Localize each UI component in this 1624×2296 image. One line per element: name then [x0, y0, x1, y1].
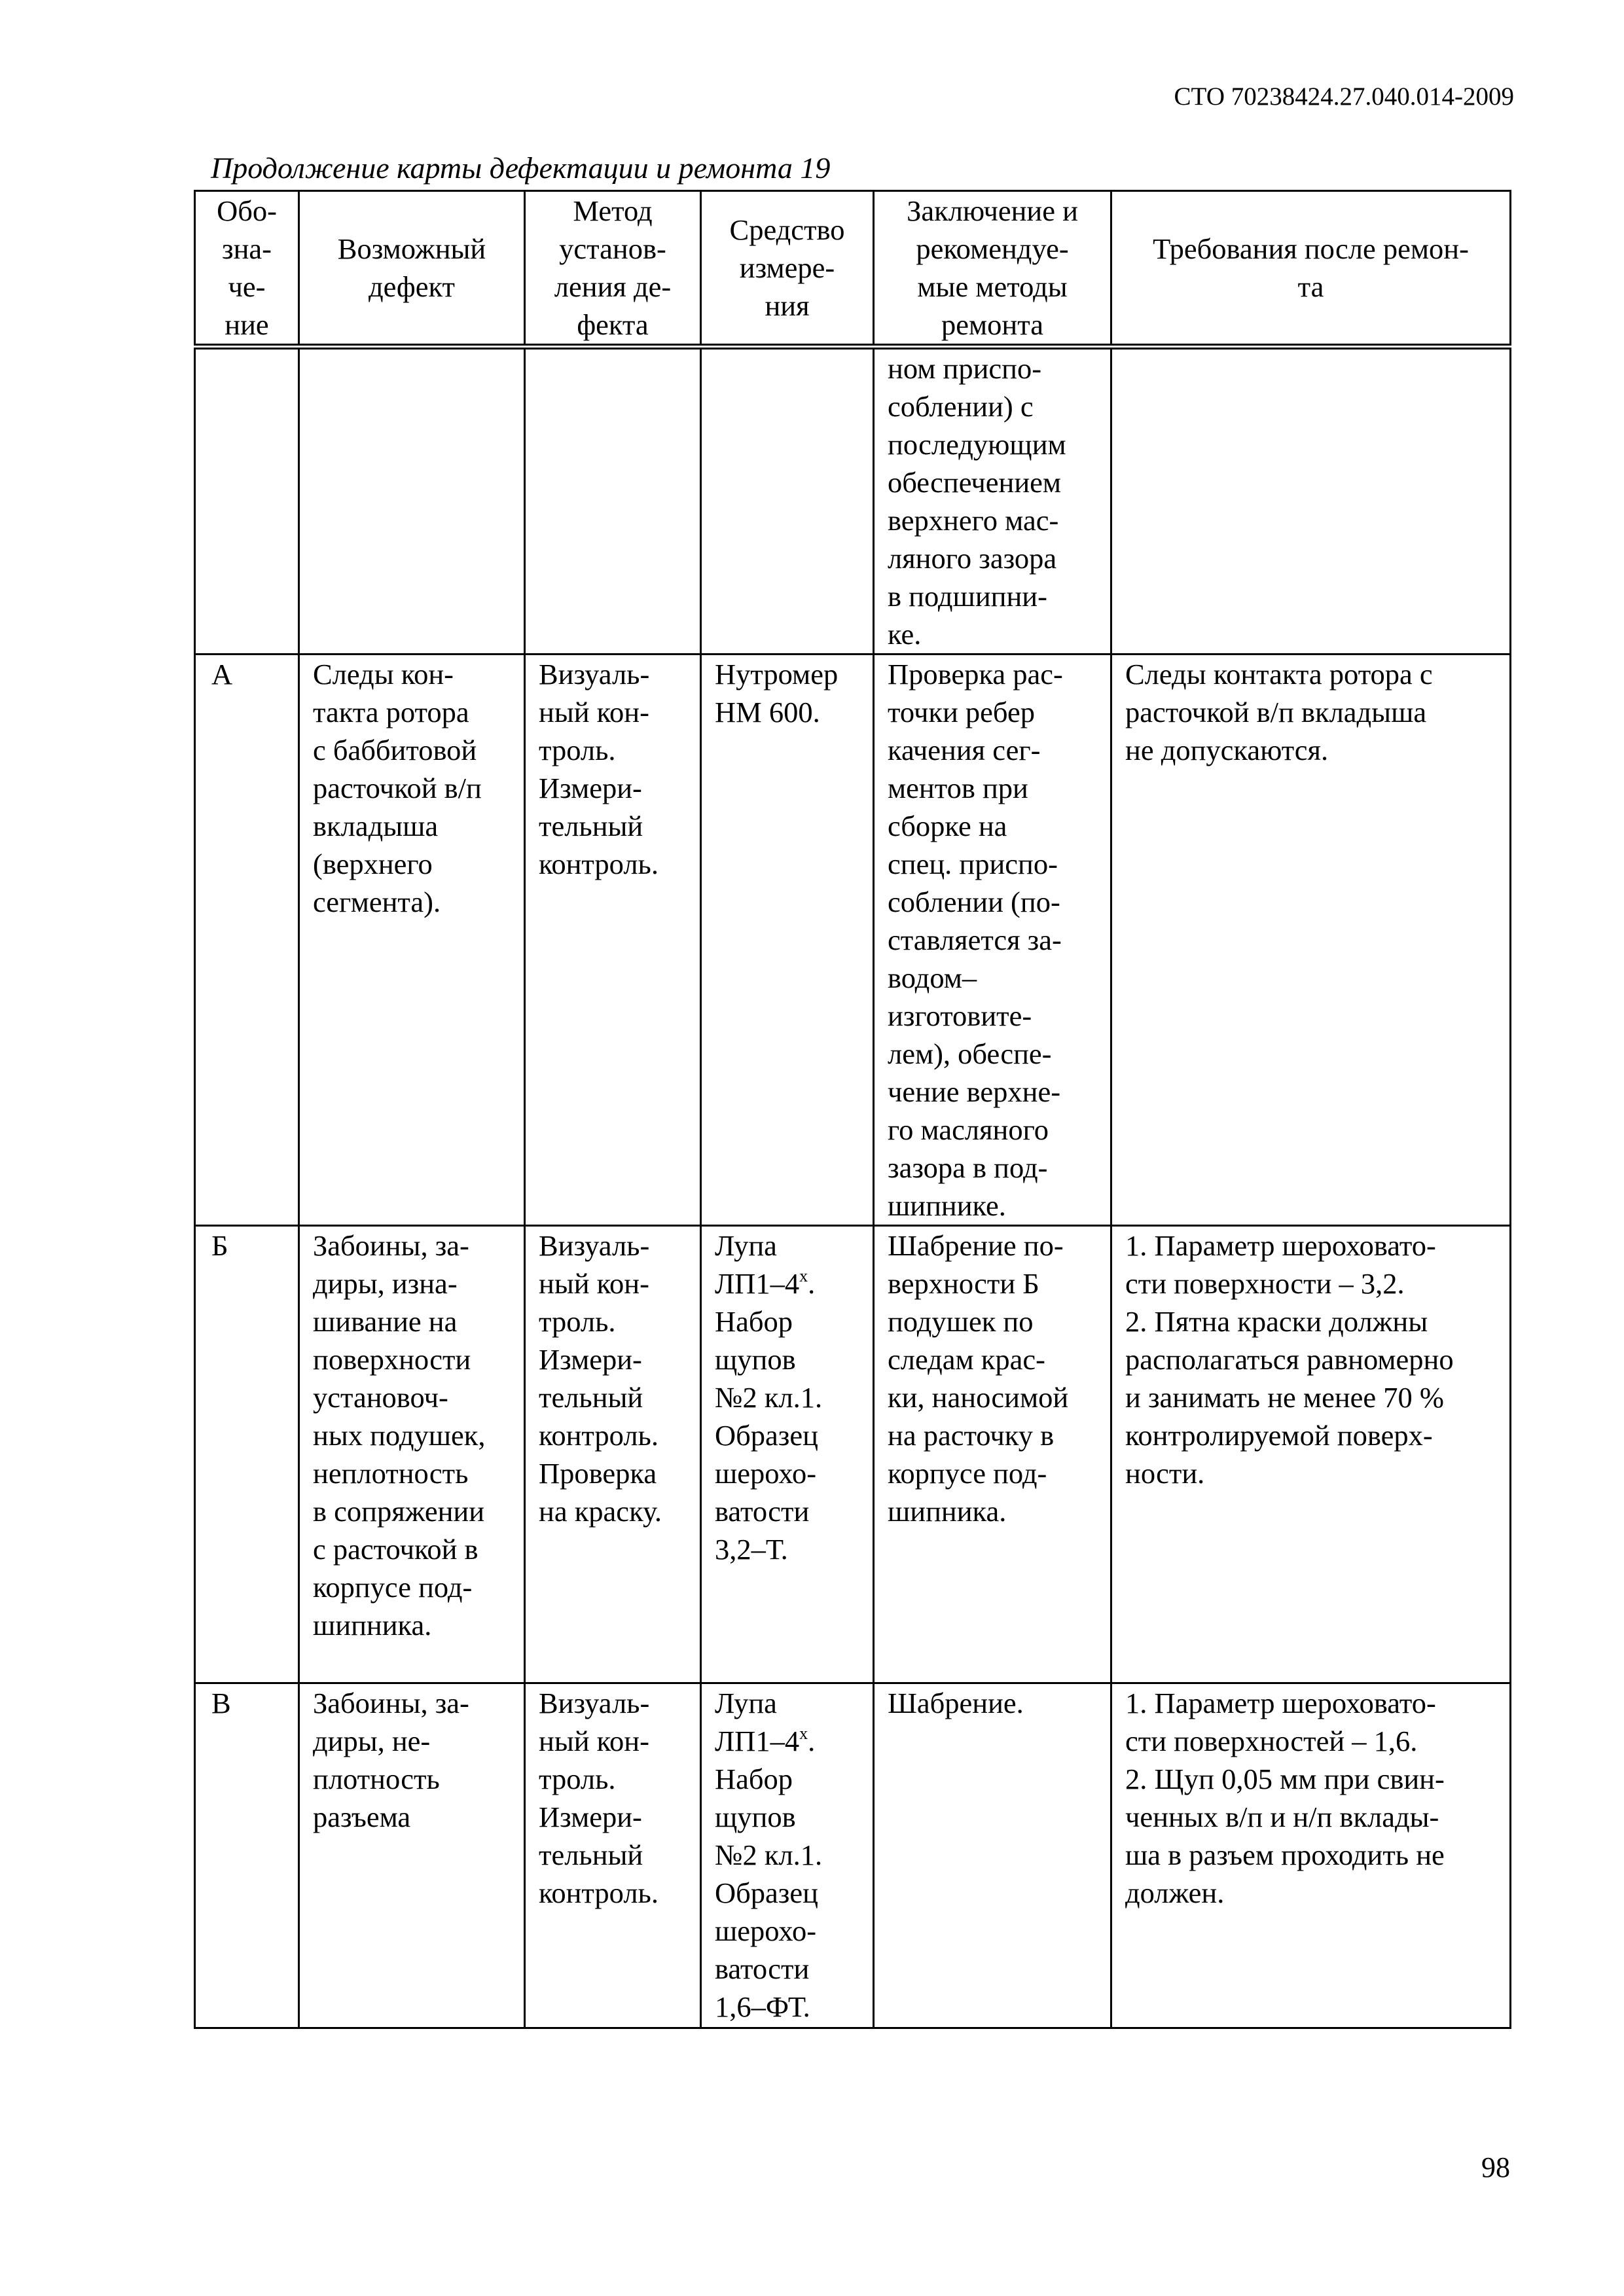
text-line: плотность: [313, 1763, 440, 1795]
text-line: изготовите-: [888, 999, 1032, 1032]
text-line: тельный: [539, 1381, 643, 1414]
text-line: измере-: [739, 251, 835, 284]
line-text: ЛП1–4: [715, 1725, 800, 1757]
line-text: ватости: [715, 1495, 810, 1528]
text-line: та: [1297, 270, 1324, 303]
text-line: с баббитовой: [313, 734, 477, 766]
text-line: ремонта: [941, 308, 1043, 341]
text-line: на краску.: [539, 1495, 662, 1528]
text-line: троль.: [539, 1763, 616, 1795]
text-line: верхнего мас-: [888, 504, 1059, 537]
text-line: фекта: [577, 308, 649, 341]
text-line: Визуаль-: [539, 1229, 650, 1262]
text-line: поверхности: [313, 1343, 471, 1376]
line-text: Набор: [715, 1305, 793, 1338]
cell-instrument: [701, 347, 874, 655]
text-line: последующим: [888, 428, 1066, 461]
cell-instrument: [701, 1226, 874, 1683]
text-line: верхности Б: [888, 1267, 1039, 1300]
cell-requirements: [1111, 1226, 1511, 1683]
line-text: Образец: [715, 1876, 818, 1909]
cell-defect: [299, 347, 525, 655]
cell-defect: [299, 655, 525, 1226]
text-line: [715, 693, 863, 731]
text-line: качения сег-: [888, 734, 1041, 766]
text-line: [715, 1760, 863, 1798]
table-caption: Продолжение карты дефектации и ремонта 19: [211, 151, 831, 185]
cell-conclusion: [874, 347, 1111, 655]
text-line: спец. приспо-: [888, 848, 1058, 880]
superscript: х: [799, 1724, 808, 1743]
text-line: обеспечением: [888, 466, 1062, 499]
cell-requirements: [1111, 347, 1511, 655]
cell-conclusion: [874, 1226, 1111, 1683]
text-line: [715, 1836, 863, 1874]
text-line: Измери-: [539, 772, 642, 804]
page-number: 98: [1481, 2151, 1510, 2183]
defect-repair-table-container: [194, 190, 1509, 2023]
text-line: (верхнего: [313, 848, 433, 880]
text-line: диры, не-: [313, 1725, 431, 1757]
line-text: ватости: [715, 1952, 810, 1985]
text-line: Измери-: [539, 1801, 642, 1833]
text-line: Следы контакта ротора с: [1125, 658, 1433, 691]
text-line: [715, 1684, 863, 1722]
line-text: Лупа: [715, 1229, 777, 1262]
text-line: контроль.: [539, 1419, 659, 1452]
text-line: 1. Параметр шероховато-: [1125, 1229, 1436, 1262]
table-row-b: [195, 1226, 1511, 1683]
text-line: соблении) с: [888, 390, 1034, 423]
text-line: шивание на: [313, 1305, 458, 1338]
text-line: ставляется за-: [888, 924, 1062, 956]
defect-repair-table: [194, 190, 1511, 2029]
text-line: [715, 1492, 863, 1530]
text-line: и занимать не менее 70 %: [1125, 1381, 1444, 1414]
cell-defect: [299, 1683, 525, 2028]
text-line: контролируемой поверх-: [1125, 1419, 1433, 1452]
line-text: щупов: [715, 1343, 796, 1376]
text-line: шипника.: [888, 1495, 1007, 1528]
text-line: Забоины, за-: [313, 1229, 469, 1262]
text-line: ляного зазора: [888, 542, 1057, 575]
cell-defect: [299, 1226, 525, 1683]
cell-method: [525, 1683, 701, 2028]
header-detection-method: [525, 191, 701, 347]
text-line: не допускаются.: [1125, 734, 1329, 766]
text-line: ке.: [888, 618, 922, 651]
text-line: [715, 1227, 863, 1265]
text-line: располагаться равномерно: [1125, 1343, 1454, 1376]
text-line: тельный: [539, 810, 643, 842]
line-text: 1,6–ФТ.: [715, 1990, 810, 2023]
text-line: Визуаль-: [539, 1687, 650, 1719]
header-designation: [195, 191, 299, 347]
cell-instrument: [701, 1683, 874, 2028]
text-line: [715, 1378, 863, 1416]
cell-method: [525, 1226, 701, 1683]
text-line: с расточкой в: [313, 1533, 478, 1566]
text-line: Визуаль-: [539, 658, 650, 691]
text-line: [715, 1988, 863, 2026]
text-line: Измери-: [539, 1343, 642, 1376]
cell-designation: А: [195, 655, 299, 1226]
text-line: Обо-: [217, 194, 277, 227]
text-line: на расточку в: [888, 1419, 1055, 1452]
text-line: в подшипни-: [888, 580, 1047, 613]
text-line: ша в разъем проходить не: [1125, 1839, 1445, 1871]
text-line: ный кон-: [539, 696, 649, 728]
text-line: расточкой в/п вкладыша: [1125, 696, 1427, 728]
text-line: Средство: [729, 213, 845, 246]
text-line: шипнике.: [888, 1189, 1006, 1222]
text-line: [715, 1722, 863, 1760]
cell-instrument: [701, 655, 874, 1226]
line-text: Образец: [715, 1419, 818, 1452]
line-text: Набор: [715, 1763, 793, 1795]
cell-designation: Б: [195, 1226, 299, 1683]
cell-requirements: [1111, 1683, 1511, 2028]
text-line: [715, 1950, 863, 1988]
text-line: ментов при: [888, 772, 1028, 804]
header-requirements-after-repair: [1111, 191, 1511, 347]
text-line: зна-: [222, 232, 272, 265]
text-line: такта ротора: [313, 696, 469, 728]
text-line: зазора в под-: [888, 1151, 1048, 1184]
cell-conclusion: [874, 655, 1111, 1226]
text-line: ченных в/п и н/п вклады-: [1125, 1801, 1439, 1833]
text-line: 2. Щуп 0,05 мм при свин-: [1125, 1763, 1445, 1795]
cell-designation: [195, 347, 299, 655]
text-line: Заключение и: [907, 194, 1078, 227]
text-line: Следы кон-: [313, 658, 454, 691]
header-possible-defect: [299, 191, 525, 347]
text-line: сборке на: [888, 810, 1007, 842]
line-text: НМ 600.: [715, 696, 820, 728]
text-line: корпусе под-: [888, 1457, 1047, 1490]
text-line: Шабрение по-: [888, 1229, 1064, 1262]
text-line: [715, 1454, 863, 1492]
line-text: №2 кл.1.: [715, 1381, 823, 1414]
text-line: ления де-: [554, 270, 672, 303]
line-text: Нутромер: [715, 658, 839, 691]
text-line: неплотность: [313, 1457, 469, 1490]
text-line: 2. Пятна краски должны: [1125, 1305, 1428, 1338]
text-line: расточкой в/п: [313, 772, 482, 804]
text-line: ный кон-: [539, 1267, 649, 1300]
text-line: троль.: [539, 734, 616, 766]
text-line: сти поверхности – 3,2.: [1125, 1267, 1405, 1300]
line-text: ЛП1–4: [715, 1267, 800, 1300]
text-line: рекомендуе-: [916, 232, 1069, 265]
cell-method: [525, 655, 701, 1226]
text-line: контроль.: [539, 848, 659, 880]
line-text: шерохо-: [715, 1914, 817, 1947]
text-line: следам крас-: [888, 1343, 1045, 1376]
text-line: дефект: [368, 270, 455, 303]
text-line: должен.: [1125, 1876, 1225, 1909]
superscript: х: [799, 1266, 808, 1285]
text-line: чение верхне-: [888, 1075, 1061, 1108]
text-line: Возможный: [337, 232, 486, 265]
text-line: разъема: [313, 1801, 411, 1833]
line-text: 3,2–Т.: [715, 1533, 788, 1566]
text-line: го масляного: [888, 1113, 1049, 1146]
text-line: [715, 1416, 863, 1454]
table-row-v: [195, 1683, 1511, 2028]
text-line: Забоины, за-: [313, 1687, 469, 1719]
text-line: вкладыша: [313, 810, 439, 842]
text-line: [715, 1302, 863, 1340]
text-line: сегмента).: [313, 886, 441, 918]
text-line: 1. Параметр шероховато-: [1125, 1687, 1436, 1719]
text-line: [715, 655, 863, 693]
cell-method: [525, 347, 701, 655]
table-header-row: [195, 191, 1511, 347]
text-line: ние: [225, 308, 269, 341]
text-line: троль.: [539, 1305, 616, 1338]
cell-conclusion: [874, 1683, 1111, 2028]
text-line: Метод: [573, 194, 653, 227]
text-line: Требования после ремон-: [1153, 232, 1469, 265]
text-line: че-: [228, 270, 266, 303]
text-line: ном приспо-: [888, 352, 1042, 385]
text-line: шипника.: [313, 1609, 432, 1641]
text-line: корпусе под-: [313, 1571, 473, 1604]
text-line: тельный: [539, 1839, 643, 1871]
text-line: подушек по: [888, 1305, 1034, 1338]
text-line: [715, 1530, 863, 1568]
line-text: Лупа: [715, 1687, 777, 1719]
text-line: ния: [765, 289, 810, 322]
text-line: ный кон-: [539, 1725, 649, 1757]
text-line: контроль.: [539, 1876, 659, 1909]
text-line: соблении (по-: [888, 886, 1060, 918]
text-line: [715, 1265, 863, 1302]
text-line: лем), обеспе-: [888, 1037, 1052, 1070]
text-line: [715, 1798, 863, 1836]
text-line: [715, 1912, 863, 1950]
text-line: Проверка рас-: [888, 658, 1063, 691]
text-line: установоч-: [313, 1381, 448, 1414]
text-line: ных подушек,: [313, 1419, 486, 1452]
document-code: СТО 70238424.27.040.014-2009: [1174, 82, 1514, 111]
table-row-a: [195, 655, 1511, 1226]
cell-designation: В: [195, 1683, 299, 2028]
line-suffix: .: [808, 1725, 816, 1757]
text-line: Шабрение.: [888, 1687, 1024, 1719]
text-line: точки ребер: [888, 696, 1035, 728]
text-line: установ-: [559, 232, 666, 265]
cell-requirements: [1111, 655, 1511, 1226]
line-text: шерохо-: [715, 1457, 817, 1490]
line-suffix: .: [808, 1267, 816, 1300]
text-line: диры, изна-: [313, 1267, 458, 1300]
text-line: ки, наносимой: [888, 1381, 1069, 1414]
header-measuring-instrument: [701, 191, 874, 347]
text-line: [715, 1340, 863, 1378]
text-line: водом–: [888, 961, 977, 994]
text-line: сти поверхностей – 1,6.: [1125, 1725, 1418, 1757]
text-line: мые методы: [917, 270, 1068, 303]
line-text: щупов: [715, 1801, 796, 1833]
line-text: №2 кл.1.: [715, 1839, 823, 1871]
header-conclusion-repair-methods: [874, 191, 1111, 347]
text-line: в сопряжении: [313, 1495, 485, 1528]
text-line: ности.: [1125, 1457, 1205, 1490]
text-line: [715, 1874, 863, 1912]
text-line: Проверка: [539, 1457, 657, 1490]
table-row-continuation: [195, 347, 1511, 655]
